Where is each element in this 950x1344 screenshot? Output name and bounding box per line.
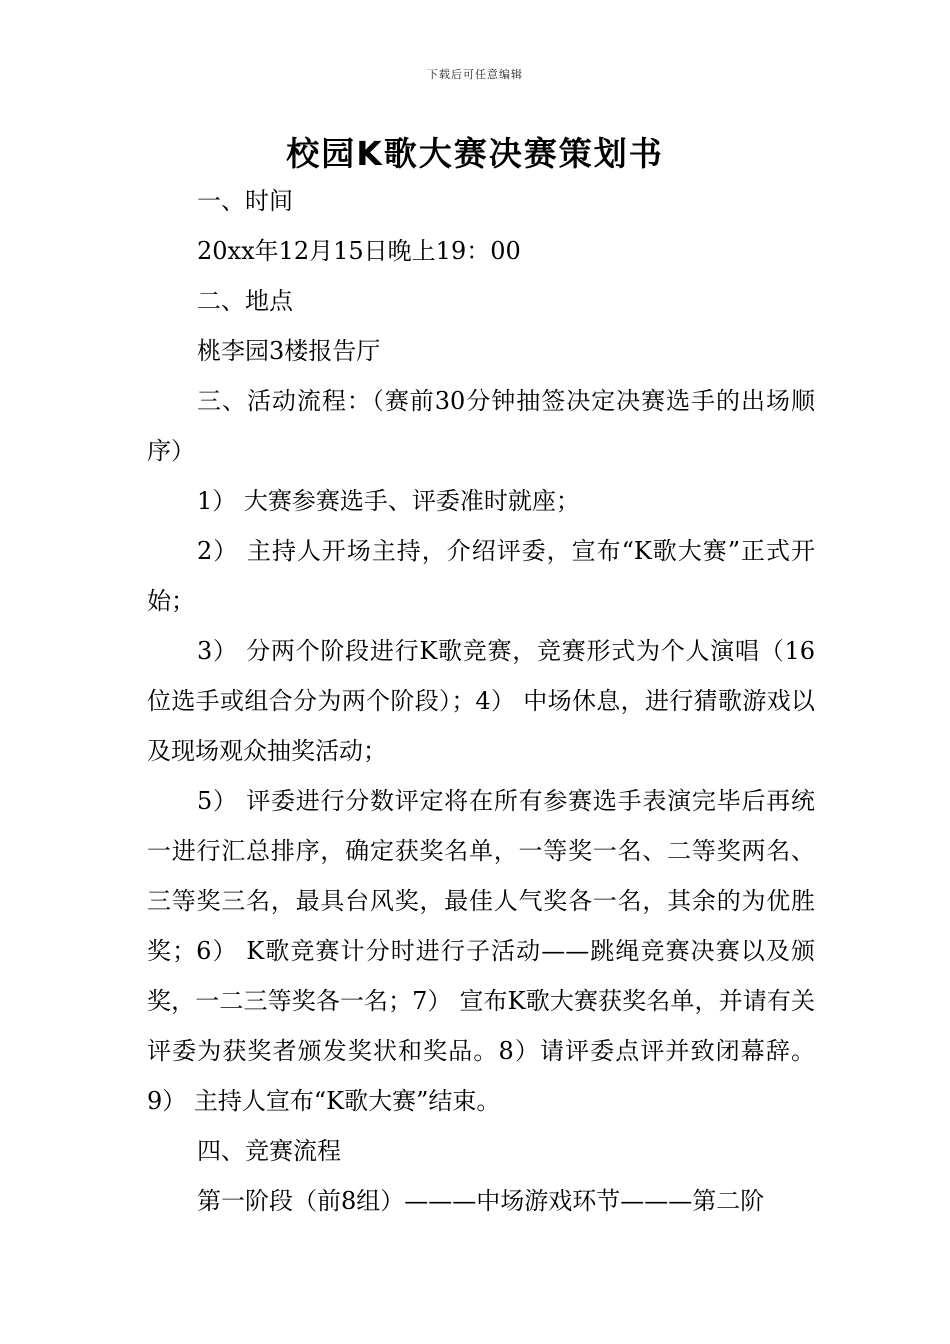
location-value: 桃李园3楼报告厅 <box>197 337 381 365</box>
process-step-1: 1） 大赛参赛选手、评委准时就座； <box>197 487 580 515</box>
document-title: 校园K歌大赛决赛策划书 <box>286 134 664 173</box>
process-step-2: 2） 主持人开场主持，介绍评委，宣布“K歌大赛”正式开始； <box>147 537 815 615</box>
document-body <box>147 176 815 1226</box>
section-heading-process: 三、活动流程：（赛前30分钟抽签决定决赛选手的出场顺序） <box>147 387 815 465</box>
section-heading-location: 二、地点 <box>197 287 293 315</box>
process-step-3-4: 3） 分两个阶段进行K歌竞赛，竞赛形式为个人演唱（16位选手或组合分为两个阶段）；4） 中场休息，进行猜歌游戏以及现场观众抽奖活动； <box>147 637 815 765</box>
section-heading-time: 一、时间 <box>197 187 293 215</box>
process-step-5-9: 5） 评委进行分数评定将在所有参赛选手表演完毕后再统一进行汇总排序，确定获奖名单，一等奖一名、二等奖两名、三等奖三名，最具台风奖，最佳人气奖各一名，其余的为优胜奖；6） K歌竞赛计分时进行子活动——跳绳竞赛决赛以及颁奖，一二三等奖各一名；7） 宣布K歌大赛获奖名单，并请有关评委为获奖者颁发奖状和奖品。8）请评委点评并致闭幕辞。9） 主持人宣布“K歌大赛”结束。 <box>147 787 815 1115</box>
time-value: 20xx年12月15日晚上19：00 <box>197 237 521 265</box>
section-heading-competition: 四、竞赛流程 <box>197 1137 341 1165</box>
header-note: 下载后可任意编辑 <box>427 68 523 81</box>
competition-stages: 第一阶段（前8组）———中场游戏环节———第二阶 <box>197 1187 765 1215</box>
